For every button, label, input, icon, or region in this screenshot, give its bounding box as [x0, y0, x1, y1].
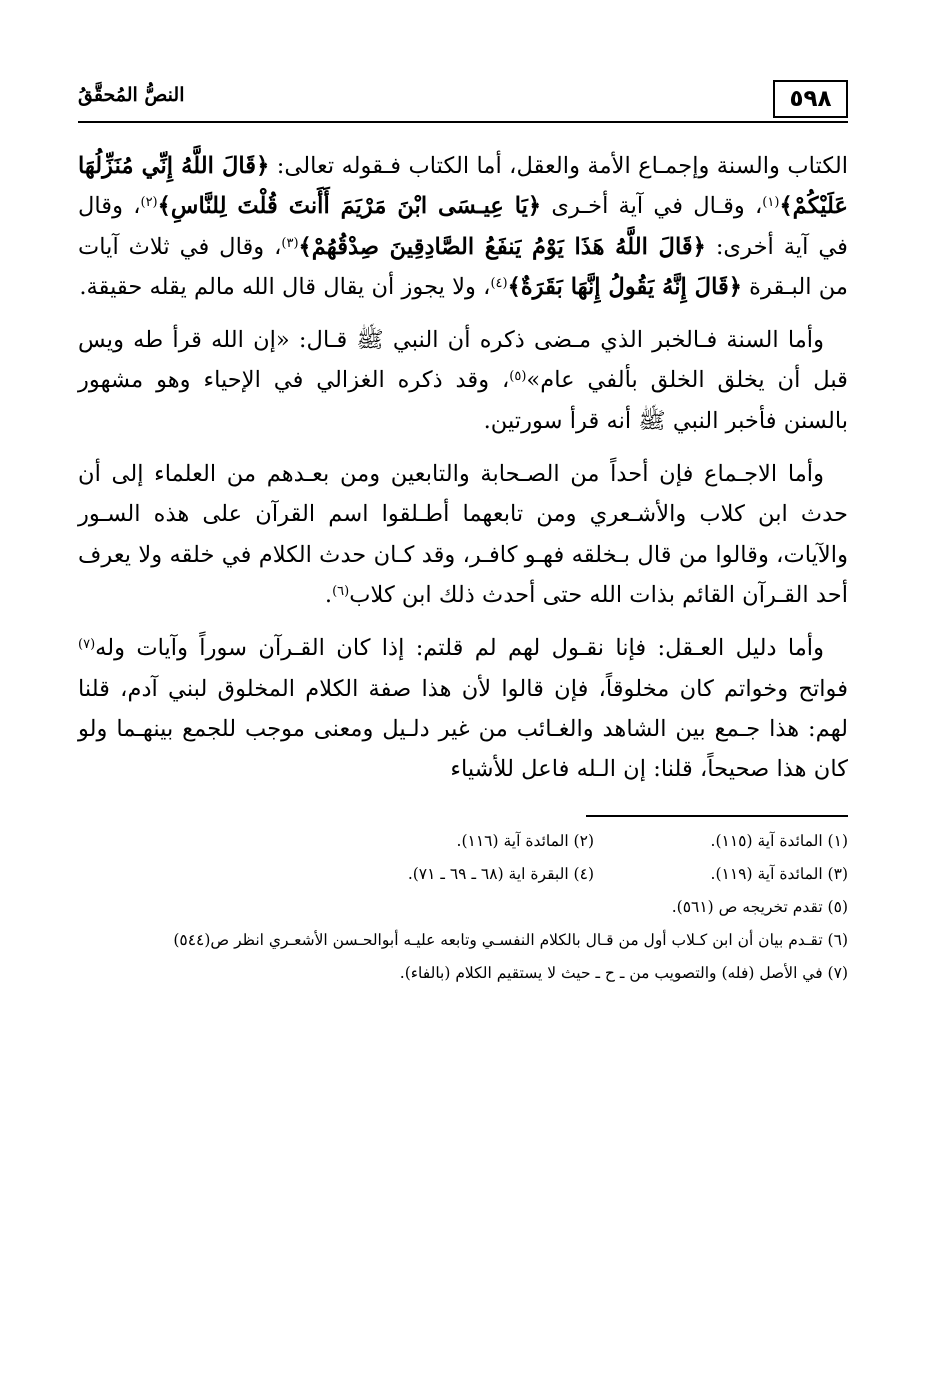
paragraph-2 — [78, 320, 848, 441]
footnote-ref: (١) — [762, 195, 780, 211]
header-rule — [78, 121, 848, 123]
quran-quote: ﴿يَا عِيـسَى ابْنَ مَرْيَمَ أَأَنتَ قُلْتَ لِلنَّاسِ﴾ — [157, 193, 542, 220]
footnote-ref: (٢) — [140, 195, 158, 211]
footnote-row — [78, 858, 848, 891]
footnote-2: (٢) المائدة آية (١١٦). — [456, 832, 594, 851]
footnotes — [78, 825, 848, 990]
footnote-ref: (٥) — [509, 369, 527, 385]
text-span: ، وقـال في آية أخـرى — [541, 193, 763, 220]
footnote-1: (١) المائدة آية (١١٥). — [710, 832, 848, 851]
footnote-5: (٥) تقدم تخريجه ص (٥٦١). — [671, 898, 848, 917]
text-span: فواتح وخواتم كان مخلوقاً، فإن قالوا لأن هذا صفة الكلام المخلوق لبني آدم، قلنا لهم: هذا جـمع بين الشاهد والغـائب من غير دلـيل ومعنى موجب للجمع بينهـما ولو كان هذا صحيحاً، قلنا: إن الـله فاعل للأشياء — [78, 675, 848, 783]
paragraph-3 — [78, 454, 848, 615]
paragraph-1 — [78, 146, 848, 307]
quran-quote: ﴿قَالَ اللَّهُ هَذَا يَوْمُ يَنفَعُ الصَّادِقِينَ صِدْقُهُمْ﴾ — [298, 233, 706, 260]
footnote-ref: (٤) — [490, 275, 508, 291]
footnote-ref: (٧) — [78, 637, 96, 653]
text-span: ، وقال في آية أخرى: — [78, 193, 848, 260]
footnote-6: (٦) تقـدم بيان أن ابن كـلاب أول من قـال بالكلام النفسـي وتابعه عليـه أبوالحـسن الأشعـري انظر ص(٥٤٤) — [173, 931, 848, 950]
main-text — [78, 146, 848, 789]
book-page — [78, 70, 848, 1310]
quran-quote: ﴿قَالَ اللَّهُ إِنِّي مُنَزِّلُهَا عَلَيْكُمْ﴾ — [78, 153, 848, 220]
text-span: وأما السنة فـالخبر الذي مـضى ذكره أن النبي ﷺ قـال: «إن الله قرأ طه ويس قبل أن يخلق الخلق بألفي عام» — [78, 327, 848, 394]
text-span: وأما الاجـماع فإن أحداً من الصـحابة والتابعين ومن بعـدهم من العلماء إلى أن حدث ابن كلاب والأشـعري ومن تابعهما أطـلقوا اسم القرآن على هذه السـور والآيات، وقالوا من قال بـخلقه فهـو كافـر، وقد كـان حدث الكلام في خلقه ولا يعرف أحد القـرآن القائم بذات الله حتى أحدث ذلك ابن كلاب — [78, 461, 848, 608]
text-span: ، وقد ذكره الغزالي في الإحياء وهو مشهور بالسنن فأخبر النبي ﷺ أنه قرأ سورتين. — [78, 367, 848, 434]
page-header — [78, 70, 848, 124]
text-span: . — [324, 581, 333, 608]
paragraph-4 — [78, 628, 848, 789]
footnote-ref: (٣) — [281, 235, 299, 251]
footnote-ref: (٦) — [332, 583, 350, 599]
text-span: ، ولا يجوز أن يقال قال الله مالم يقله حقيقة. — [79, 273, 491, 300]
page-number: ٥٩٨ — [773, 80, 848, 118]
running-title: النصُّ المُحقَّقُ — [78, 84, 185, 106]
text-span: وأما دليل العـقل: فإنا نقـول لهم لم قلتم: إذا كان القـرآن سوراً وآيات وله — [95, 635, 824, 662]
footnote-row — [78, 825, 848, 858]
text-span: ، وقال في ثلاث آيات من البـقرة — [78, 233, 848, 300]
footnote-7: (٧) في الأصل (فله) والتصويب من ـ ح ـ حيث لا يستقيم الكلام (بالفاء). — [399, 964, 848, 983]
footnote-3: (٣) المائدة آية (١١٩). — [710, 865, 848, 884]
quran-quote: ﴿قَالَ إِنَّهُ يَقُولُ إِنَّهَا بَقَرَةٌ﴾ — [507, 273, 742, 300]
footnote-4: (٤) البقرة اية (٦٨ ـ ٦٩ ـ ٧١). — [407, 865, 594, 884]
footnote-separator — [586, 815, 848, 817]
text-span: الكتاب والسنة وإجمـاع الأمة والعقل، أما الكتاب فـقوله تعالى: — [269, 153, 848, 179]
